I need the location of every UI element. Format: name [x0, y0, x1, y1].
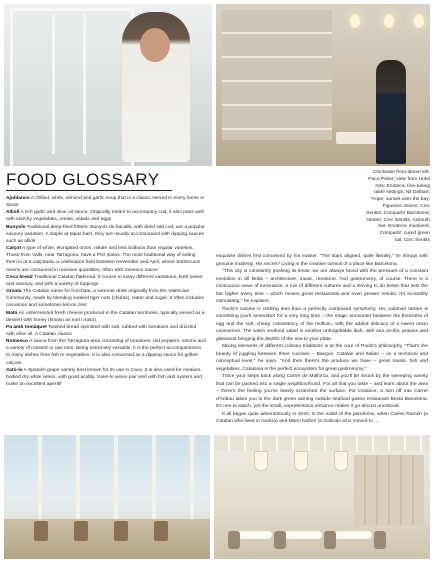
article-body [216, 253, 428, 426]
lamp [384, 14, 394, 28]
caption-line: table settings; Nil Dalbart; [374, 190, 430, 196]
glossary-term: Mató [6, 310, 18, 316]
glossary-term: Ajoblanco [6, 196, 30, 201]
glossary-definition: Toasted bread sprinkled with salt, rubbed with tomatoes and drizzled with olive oil. A Catalan classic [6, 324, 197, 337]
door-frame [24, 14, 114, 154]
glossary-term: Romesco [6, 339, 29, 345]
chair [324, 531, 336, 549]
glossary-entry [6, 195, 206, 209]
chair [274, 531, 286, 549]
wall-panel [354, 455, 424, 525]
article-paragraph: exquisite dishes first conceived by his master. "The stars aligned, quite literally," he shrugs with genuine modesty. His secret? Living in the creative turmoil of a place like Barcelona. [216, 254, 428, 267]
photo-caption [290, 170, 430, 245]
woman-figure [376, 60, 406, 164]
pendant-lamp [334, 451, 348, 471]
glossary-title: FOOD GLOSSARY [6, 170, 160, 189]
glossary-term: Orxata [6, 289, 22, 295]
caption-line: tail, Cinc Sentits [394, 237, 430, 243]
caption-line: Sentits; Compartir Barcelona; [366, 210, 430, 216]
dining-table [334, 531, 372, 539]
chair [228, 531, 240, 549]
glossary-term: Xató-lo [6, 367, 23, 373]
article-paragraph: "This city is constantly pushing its limits; we are always faced with the pressure of a constant evolution in all fields – architecture, music, medicine. And gastronomy, of course. There is a continuous wave of innovation, a mix of different cultures and a striving to do better that sets the bar higher every time – which means great restaurants and even greater results. It's incredibly stimulating," he explains. [216, 269, 428, 304]
glossary-term: Coca bread [6, 274, 33, 280]
chef-face [140, 28, 170, 62]
caption-line: Paco Pérez; view from Hotel [368, 176, 430, 182]
caption-line: Arts; Enoteca; fine-tuning [375, 183, 430, 189]
glossary-entry [6, 324, 206, 338]
glossary-term: Allioli [6, 210, 20, 216]
glossary-entry [6, 310, 206, 324]
glossary-term: Bunyols [6, 224, 26, 230]
glossary-definition: A rich garlic and olive oil sauce. Originally meant to accompany cod, it also pairs well with starchy vegetables, meats, salads and eggs [6, 210, 204, 223]
caption-line: Compartir; cured green [379, 231, 430, 237]
article-paragraph: Mixing elements of different culinary traditions is at the core of Paolo's philosophy. "That's the beauty of juggling between three cuisines – Basque, Catalan and Italian – on a technical and conceptual level," he says. "And then there's the produce we have – great meats, fish and vegetables. Catalonia is the perfect ecosystem for great gastronomy." [216, 344, 428, 372]
caption-line: bar; Enoteca; mackerel, [378, 224, 430, 230]
glossary-definition: Traditional deep-fried fritters. Bunyols de bacallà, with dried salt cod, are a popular savoury variation. A staple at tapas bars, they are usually accompanied with dipping sauces such as allioli [6, 224, 205, 244]
dining-room-photo [214, 435, 430, 559]
glossary-definition: A sauce from the Tarragona area consisting of tomatoes, red peppers, onions and a variety of roasted or raw nuts. Being extremely versatile, it is the perfect accompaniment to many dishes from fish to vegetables. It is also consumed as a dipping sauce for grilled calçots [6, 339, 206, 366]
caption-line: Figueres onions; Cinc [382, 203, 430, 209]
article-paragraph: Paolo's cuisine is nothing less than a perfectly composed symphony. His calamari tartare is something you'll remember for a very long time – the magic encounter between the thickness of egg and the soft, chewy consistency of the mollusc, with the added delicacy of a sweet onion consommé. The warm seafood salad is another unforgettable dish, with sea urchin, prawns and glasswort bringing the depths of the sea to your plate. [216, 306, 428, 342]
glossary-entry [6, 245, 206, 274]
dining-table [284, 531, 322, 539]
glossary-definition: An unfermented fresh cheese produced in the Catalan territories, typically served as a dessert with honey (known as mel i mató) [6, 310, 205, 323]
chair [34, 521, 48, 541]
pendant-lamp [254, 451, 268, 471]
glossary-entry [6, 338, 206, 367]
chair [154, 521, 168, 541]
restaurant-interior-photo [216, 4, 430, 166]
glossary-entry [6, 274, 206, 288]
chef-portrait-photo [4, 4, 212, 166]
glossary-definition: A chilled, white, almond and garlic soup that is a classic served in every home in Spain [6, 196, 205, 209]
glossary-entry [6, 288, 206, 309]
glossary-definition: Traditional Catalan flatbread. It comes in many different variations, both sweet and savoury, and with a variety of toppings [6, 274, 203, 287]
caption-line: Clockwise from above left: [372, 170, 430, 175]
pendant-lamp [294, 451, 308, 471]
lamp [414, 14, 424, 28]
glossary-definition: The Catalan name for horchata, a summer drink originally from the Valencian Community, made by blending soaked tiger nuts (chufas), water and sugar. It often includes cinnamon and sometimes lemon zest [6, 289, 204, 309]
article-paragraph: Trace your steps back along Carrer de Mallorca, and you'll be struck by the sweeping variety that can be packed into a single neighbourhood. For all that you taste – and learn about the area – there's the feeling you've barely scratched the surface. For instance, a turn off into Carrer d'Aribau takes you to the dark green awning outside seafood gastro restaurant Besta Barcelona: it's one to watch, yet the small, unpretentious entrance makes it go almost unnoticed. [216, 374, 428, 409]
glossary-entry [6, 367, 206, 388]
ceiling [214, 435, 430, 451]
glossary-term: Calçot [6, 246, 21, 252]
caption-line: Trope; sunset over the bay; [370, 197, 430, 203]
lamp [350, 14, 360, 28]
caption-line: lobster; Cinc Sentits; Azimuth [366, 217, 430, 223]
glossary-entry [6, 209, 206, 223]
chair [74, 521, 88, 541]
glossary-list [6, 195, 206, 388]
chair [374, 531, 386, 549]
glossary-definition: A type of white, elongated onion, milder and less bulbous than regular varieties. Those from Valls, near Tarragona, have a PGI status. The most traditional way of eating them is at a calçotada, a celebration held between November and April, where barbecued onions are consumed in massive quantities, often with romesco sauce [6, 246, 200, 273]
chair [114, 521, 128, 541]
terrace-photo [4, 435, 210, 559]
glossary-entry [6, 224, 206, 245]
glossary-term: Pa amb tomàquet [6, 324, 47, 330]
wine-shelf [222, 10, 332, 140]
article-paragraph: It all began quite adventurously in 2020, in the midst of the pandemic, when Carles Ramón (a Catalan who lived in Galicia) and Manu Núñez (a Galician who moved to → [216, 411, 428, 424]
glossary-definition: A Spanish grape variety best known for its use in Cava. It is also used for medium-bodied dry white wines, with good acidity. Xarel-lo wines pair well with fish and oysters and make an excellent apéritif [6, 367, 202, 388]
glossary-rule [6, 190, 172, 191]
